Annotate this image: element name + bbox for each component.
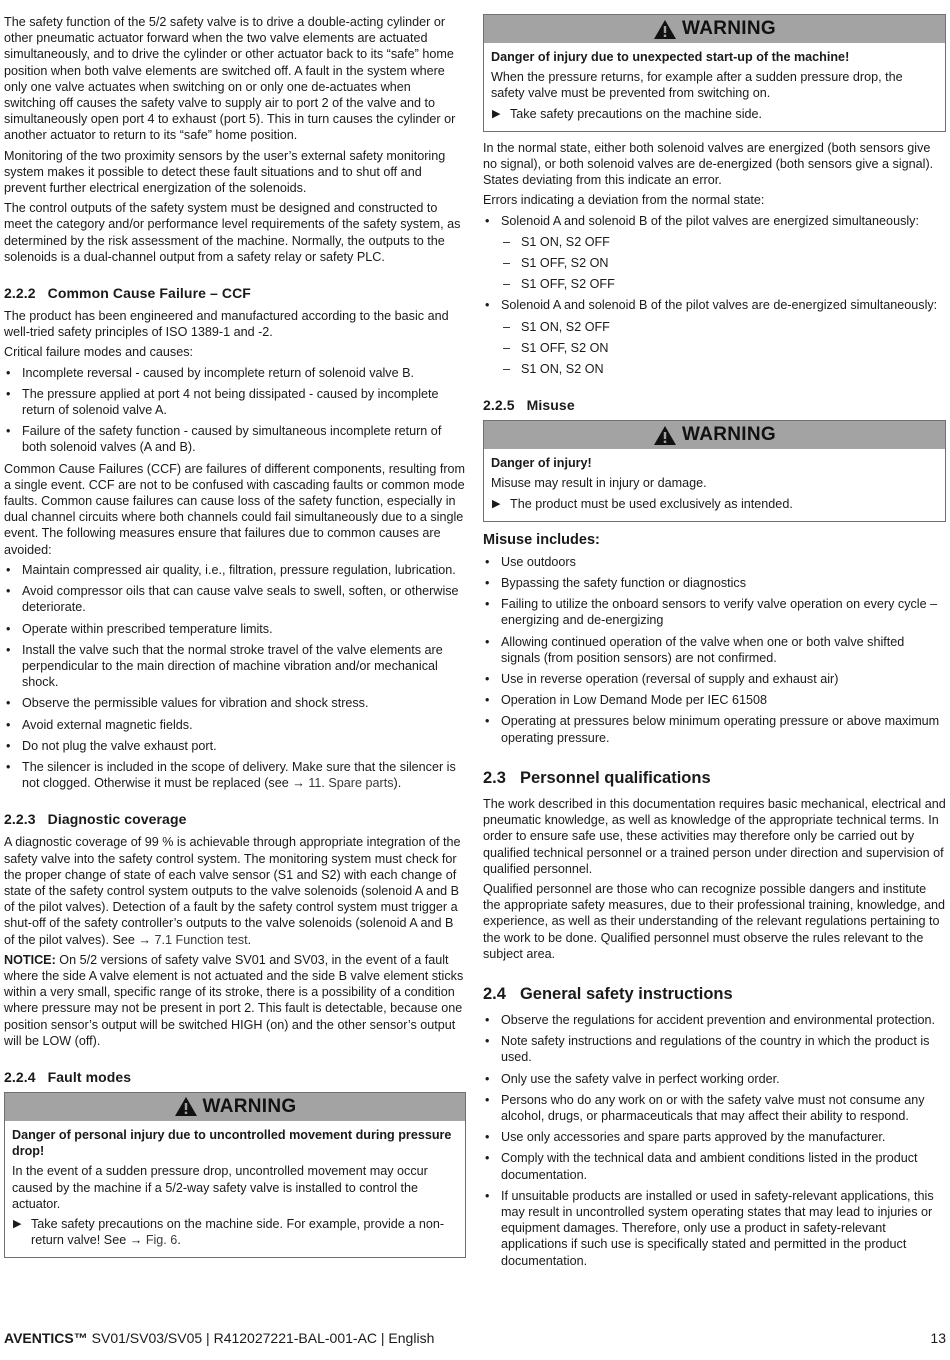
heading-title: Fault modes bbox=[47, 1068, 132, 1085]
heading-title: Diagnostic coverage bbox=[47, 811, 187, 828]
heading-number: 2.4 bbox=[483, 984, 506, 1003]
bullet-icon: • bbox=[6, 717, 11, 732]
bullet-icon: • bbox=[485, 1071, 490, 1086]
heading-diagnostic-coverage bbox=[4, 811, 466, 828]
heading-number: 2.2.2 bbox=[4, 285, 36, 302]
ccf-paragraph-3: Common Cause Failures (CCF) are failures of different components, resulting from a single event. CCF are not to be confused with cascading faults or common mode faults. Common cause failures can cause loss of the safety function, especially in dual channel circuits where both channels could fail simultaneously due to a single event. The following measures ensure that failures due to common causes are avoided: bbox=[4, 461, 466, 557]
warning-headline: Danger of personal injury due to uncontrolled movement during pressure drop! bbox=[12, 1127, 452, 1159]
warning-action: ▶ Take safety precautions on the machine side. bbox=[492, 106, 763, 121]
warning-triangle-icon bbox=[653, 425, 677, 446]
bullet-icon: • bbox=[485, 1034, 490, 1049]
warning-text: When the pressure returns, for example after a sudden pressure drop, the safety valve must be prevented from switching on. bbox=[491, 70, 903, 101]
warning-box-unexpected-start bbox=[483, 14, 946, 132]
bullet-icon: • bbox=[485, 298, 490, 313]
bullet-icon: • bbox=[6, 386, 11, 401]
list-item: • Failing to utilize the onboard sensors to verify valve operation on every cycle – energizing and de-energizing bbox=[485, 597, 938, 628]
right-column bbox=[483, 14, 946, 1274]
warning-triangle-icon bbox=[653, 19, 677, 40]
list-item: • Persons who do any work on or with the safety valve must not consume any alcohol, drugs, or pharmaceuticals that may affect their ability to respond. bbox=[485, 1092, 925, 1123]
failure-modes-list bbox=[4, 365, 466, 456]
bullet-icon: • bbox=[485, 714, 490, 729]
heading-fault-modes bbox=[4, 1069, 466, 1086]
list-item: • Use only accessories and spare parts approved by the manufacturer. bbox=[485, 1130, 886, 1145]
list-item: • Observe the permissible values for vibration and shock stress. bbox=[6, 696, 369, 711]
list-item: • Do not plug the valve exhaust port. bbox=[6, 738, 217, 753]
list-item: • The pressure applied at port 4 not being dissipated - caused by incomplete return of solenoid valve A. bbox=[6, 386, 439, 418]
list-item: – S1 ON, S2 OFF bbox=[503, 234, 610, 249]
warning-body bbox=[484, 43, 945, 131]
list-item: • Only use the safety valve in perfect working order. bbox=[485, 1071, 780, 1086]
list-item: • Solenoid A and solenoid B of the pilot valves are energized simultaneously: bbox=[485, 213, 919, 228]
bullet-icon: • bbox=[485, 1188, 490, 1203]
warning-text: Misuse may result in injury or damage. bbox=[491, 476, 707, 491]
arrow-icon: → bbox=[292, 776, 305, 791]
bullet-icon: • bbox=[485, 213, 490, 228]
ccf-paragraph-1: The product has been engineered and manufactured according to the basic and well-tried safety principles of ISO 1389-1 and -2. bbox=[4, 309, 449, 340]
bullet-icon: • bbox=[485, 1012, 490, 1027]
heading-number: 2.2.5 bbox=[483, 397, 515, 414]
left-column bbox=[4, 14, 466, 1266]
bullet-icon: • bbox=[6, 584, 11, 599]
warning-box-misuse bbox=[483, 420, 946, 522]
list-item: • Operate within prescribed temperature limits. bbox=[6, 621, 273, 636]
bullet-icon: • bbox=[6, 424, 11, 439]
list-item: • Note safety instructions and regulations of the country in which the product is used. bbox=[485, 1034, 930, 1065]
function-test-link[interactable]: 7.1 Function test bbox=[154, 932, 248, 947]
sensor-states-list bbox=[483, 319, 946, 378]
list-item: • Avoid external magnetic fields. bbox=[6, 717, 193, 732]
list-item: • Observe the regulations for accident prevention and environmental protection. bbox=[485, 1012, 936, 1027]
heading-ccf bbox=[4, 285, 466, 302]
list-item: – S1 ON, S2 OFF bbox=[503, 319, 610, 334]
heading-number: 2.2.3 bbox=[4, 811, 36, 828]
heading-general-safety bbox=[483, 984, 946, 1004]
warning-text: In the event of a sudden pressure drop, uncontrolled movement may occur caused by the machine if a 5/2-way safety valve is installed to control the actuator. bbox=[12, 1164, 428, 1211]
intro-paragraph-2: Monitoring of the two proximity sensors by the user’s external safety monitoring system makes it possible to detect these fault situations and to shut off and prevent further electrical energization of the solenoids. bbox=[4, 148, 446, 196]
warning-body bbox=[5, 1121, 465, 1257]
sensor-states-list bbox=[483, 234, 946, 293]
action-triangle-icon: ▶ bbox=[492, 107, 501, 120]
list-item: • Allowing continued operation of the valve when one or both valve shifted signals (from position sensors) are not confirmed. bbox=[485, 634, 905, 665]
notice-label: NOTICE: bbox=[4, 952, 56, 967]
bullet-icon: • bbox=[6, 621, 11, 636]
arrow-icon: → bbox=[129, 1233, 143, 1248]
heading-number: 2.2.4 bbox=[4, 1068, 36, 1085]
page-number: 13 bbox=[930, 1330, 946, 1346]
heading-number: 2.3 bbox=[483, 768, 506, 787]
page-footer bbox=[4, 1330, 946, 1346]
warning-headline: Danger of injury due to unexpected start-up of the machine! bbox=[491, 50, 850, 64]
list-item: – S1 OFF, S2 ON bbox=[503, 340, 609, 355]
bullet-icon: • bbox=[485, 693, 490, 708]
list-item: • Solenoid A and solenoid B of the pilot valves are de-energized simultaneously: bbox=[485, 298, 938, 313]
list-item: – S1 OFF, S2 OFF bbox=[503, 277, 615, 292]
heading-misuse bbox=[483, 397, 946, 414]
heading-personnel-qualifications bbox=[483, 768, 946, 788]
action-triangle-icon: ▶ bbox=[13, 1217, 22, 1230]
arrow-icon: → bbox=[138, 932, 151, 947]
list-item: • Failure of the safety function - caused by simultaneous incomplete return of both solenoid valves (A and B). bbox=[6, 424, 442, 455]
list-item: • Use outdoors bbox=[485, 554, 576, 569]
intro-paragraph-3: The control outputs of the safety system must be designed and constructed to meet the category and/or performance level requirements of the safety system, as determined by the risk assessment of the machine. Normally, the outputs to the solenoids is a dual-channel output from a safety relay or safety PLC. bbox=[4, 201, 461, 264]
list-item: • Maintain compressed air quality, i.e., filtration, pressure regulation, lubrication. bbox=[6, 562, 456, 577]
warning-header bbox=[484, 15, 945, 43]
bullet-icon: • bbox=[6, 696, 11, 711]
bullet-icon: • bbox=[485, 554, 490, 569]
action-triangle-icon: ▶ bbox=[492, 497, 501, 510]
warning-triangle-icon bbox=[174, 1096, 198, 1117]
notice-paragraph: NOTICE: On 5/2 versions of safety valve SV01 and SV03, in the event of a fault where the side A valve element is not actuated and the side B valve element sticks within a very small, specific range of its stroke, there is a possibility of a condition where pressure may not be present in port 2. This fault is detectable, because one position sensor’s output will be switched HIGH (on) and the other sensor’s output will be LOW (off). bbox=[4, 952, 464, 1048]
errors-list bbox=[483, 297, 946, 313]
warning-label: WARNING bbox=[682, 18, 776, 39]
warning-label: WARNING bbox=[202, 1095, 297, 1117]
personnel-paragraph-1: The work described in this documentation requires basic mechanical, electrical and pneumatic knowledge, as well as knowledge of the appropriate technical terms. In order to ensure safe use, these activities may therefore only be carried out by qualified technical personnel or a trained person under direction and supervision of qualified personnel. bbox=[483, 796, 946, 876]
intro-paragraph-1: The safety function of the 5/2 safety valve is to drive a double-acting cylinder or other pneumatic actuator forward when the two valve elements are actuated simultaneously, and to drive the cylinder or other actuator back to its “safe” home position when both valve elements are switched off. A fault in the system where only one valve actuates when switching on or only one de-actuates when switching off causes the safety valve to supply air to port 2 of the valve and to simultaneously open port 4 to exhaust (port 5). This in turn causes the cylinder or another actuator to return to its “safe” home position. bbox=[4, 15, 456, 143]
heading-title: Misuse bbox=[526, 397, 575, 414]
bullet-icon: • bbox=[6, 642, 11, 657]
heading-title: Common Cause Failure – CCF bbox=[47, 285, 251, 302]
heading-title: Personnel qualifications bbox=[519, 768, 711, 787]
list-item: – S1 OFF, S2 ON bbox=[503, 256, 609, 271]
list-item: • Install the valve such that the normal stroke travel of the valve elements are perpendicular to the main direction of machine vibration and/or mechanical shock. bbox=[6, 642, 443, 690]
brand-name: AVENTICS™ bbox=[4, 1330, 88, 1346]
bullet-icon: • bbox=[485, 597, 490, 612]
warning-body bbox=[484, 449, 945, 521]
warning-header bbox=[484, 421, 945, 449]
list-item: • The silencer is included in the scope of delivery. Make sure that the silencer is not clogged. Otherwise it must be replaced (see → 11. Spare parts). bbox=[6, 759, 456, 791]
bullet-icon: • bbox=[485, 576, 490, 591]
warning-header bbox=[5, 1093, 465, 1121]
bullet-icon: • bbox=[485, 672, 490, 687]
personnel-paragraph-2: Qualified personnel are those who can recognize possible dangers and institute the appropriate safety measures, due to their professional training, knowledge, and experience, as well as their understanding of the relevant regulations pertaining to the work to be done. Qualified personnel must observe the rules relevant to the subject area. bbox=[483, 881, 946, 961]
bullet-icon: • bbox=[485, 1130, 490, 1145]
bullet-icon: • bbox=[485, 634, 490, 649]
warning-action: ▶ Take safety precautions on the machine side. For example, provide a non-return valve! See → Fig. 6. bbox=[13, 1216, 445, 1248]
fig-6-link[interactable]: Fig. 6 bbox=[145, 1233, 178, 1248]
spare-parts-link[interactable]: 11. Spare parts bbox=[308, 776, 394, 791]
diagnostic-paragraph: A diagnostic coverage of 99 % is achievable through appropriate integration of the safety valve into the safety control system. The monitoring system must check for the proper change of state of each valve sensor (S1 and S2) with each change of state of the safety control system outputs to the valve solenoids (solenoid A and B of the pilot valves). Detection of a fault by the safety control system must trigger a shut-off of the safety controller’s outputs to the valve solenoids (solenoid A and B of the pilot valves). See → 7.1 Function test. bbox=[4, 835, 461, 947]
list-item: • Bypassing the safety function or diagnostics bbox=[485, 576, 747, 591]
normal-state-paragraph: In the normal state, either both solenoid valves are energized (both sensors give no signal), or both solenoid valves are de-energized (both sensors give a signal). States deviating from this indicate an error. bbox=[483, 140, 934, 188]
list-item: • Operation in Low Demand Mode per IEC 61508 bbox=[485, 693, 768, 708]
list-item: • Operating at pressures below minimum operating pressure or above maximum operating pressure. bbox=[485, 714, 940, 745]
errors-list bbox=[483, 213, 946, 229]
document-id: SV01/SV03/SV05 | R412027221-BAL-001-AC | English bbox=[91, 1330, 435, 1346]
bullet-icon: • bbox=[6, 759, 11, 774]
warning-box-pressure-drop bbox=[4, 1092, 466, 1258]
warning-label: WARNING bbox=[682, 424, 776, 446]
ccf-paragraph-2: Critical failure modes and causes: bbox=[4, 345, 193, 360]
misuse-list bbox=[483, 554, 946, 746]
bullet-icon: • bbox=[485, 1092, 490, 1107]
general-safety-list bbox=[483, 1012, 946, 1269]
warning-action: ▶ The product must be used exclusively as intended. bbox=[492, 496, 793, 511]
list-item: • Incomplete reversal - caused by incomplete return of solenoid valve B. bbox=[6, 365, 415, 380]
bullet-icon: • bbox=[6, 562, 11, 577]
warning-headline: Danger of injury! bbox=[491, 456, 592, 471]
heading-title: General safety instructions bbox=[519, 984, 733, 1003]
list-item: – S1 ON, S2 ON bbox=[503, 362, 604, 377]
ccf-measures-list bbox=[4, 562, 466, 791]
bullet-icon: • bbox=[6, 738, 11, 753]
bullet-icon: • bbox=[6, 365, 11, 380]
errors-intro: Errors indicating a deviation from the normal state: bbox=[483, 193, 765, 208]
list-item: • If unsuitable products are installed or used in safety-relevant applications, this may result in uncontrolled system operating states that may lead to injuries or equipment damages. Therefore, only use a product in safety-relevant applications if such use is specifically stated and permitted in the product documentation. bbox=[485, 1188, 934, 1268]
list-item: • Use in reverse operation (reversal of supply and exhaust air) bbox=[485, 672, 839, 687]
misuse-includes-heading: Misuse includes: bbox=[483, 531, 600, 548]
list-item: • Avoid compressor oils that can cause valve seals to swell, soften, or otherwise deteriorate. bbox=[6, 584, 459, 615]
bullet-icon: • bbox=[485, 1151, 490, 1166]
list-item: • Comply with the technical data and ambient conditions listed in the product documentation. bbox=[485, 1151, 918, 1182]
